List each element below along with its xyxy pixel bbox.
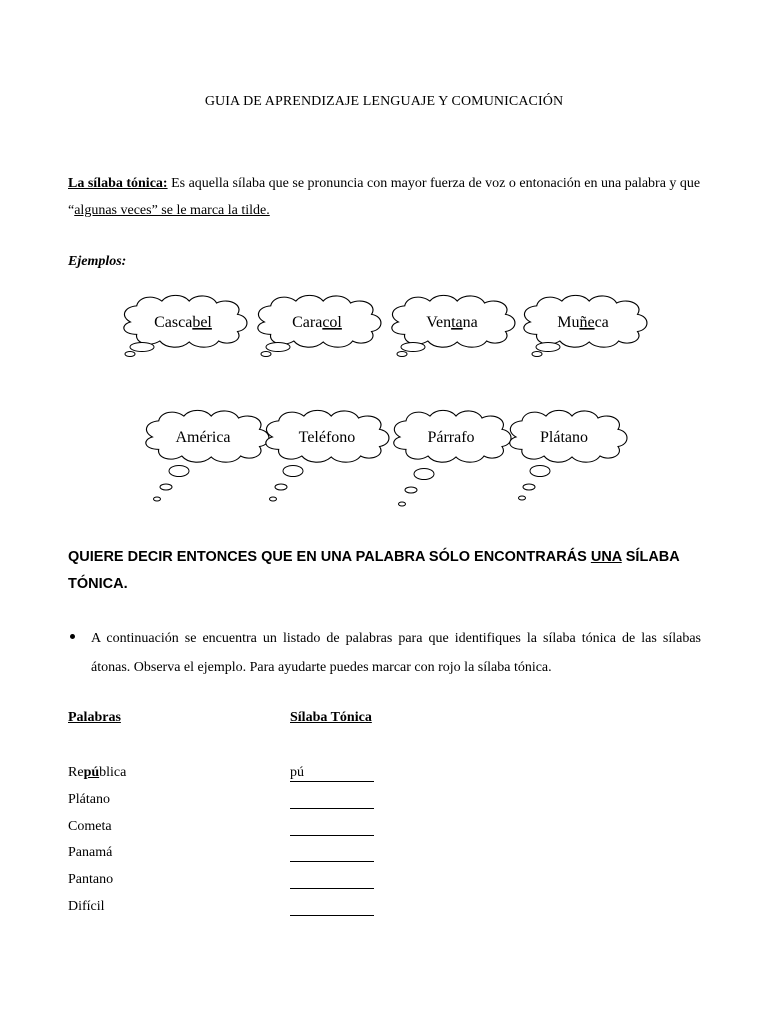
cloud-8-bubble-a [530,466,550,477]
cloud-3-bubble-b [397,352,407,357]
examples-label: Ejemplos: [68,254,127,269]
cloud-word-5: América [175,429,231,446]
cloud-word-6: Teléfono [298,429,356,446]
statement-part-1: QUIERE DECIR ENTONCES QUE EN UNA PALABRA SÓLO ENCONTRARÁS [68,549,591,565]
cloud-5-bubble-c [154,497,161,501]
cloud-4-bubble-b [532,352,542,357]
cloud-6-bubble-c [270,497,277,501]
statement-part-2: SÍLABA TÓNICA. [68,549,680,592]
word-item: Cometa [68,819,112,834]
statement-underlined: UNA [590,549,622,565]
cloud-8-bubble-c [519,496,526,500]
cloud-2-bubble-b [261,352,271,357]
column-header-words: Palabras [68,710,121,725]
word-item: Plátano [68,792,110,807]
cloud-word-7: Párrafo [427,429,475,446]
definition-paragraph [68,170,708,224]
definition-underlined: algunas veces” se le marca la tilde. [74,203,270,218]
example-word: República [68,765,127,780]
cloud-word-2: Caracol [292,314,342,331]
word-item: Pantano [68,872,114,887]
answer-blank[interactable] [290,899,374,916]
cloud-6-bubble-b [275,484,287,490]
word-item: Difícil [68,899,105,914]
answer-blank[interactable] [290,845,374,862]
cloud-3-bubble-a [401,343,425,352]
cloud-4-bubble-a [536,343,560,352]
column-header-tonic: Sílaba Tónica [290,710,372,725]
answer-blank[interactable] [290,819,374,836]
cloud-word-3: Ventana [426,314,478,331]
bullet-icon [70,634,75,639]
cloud-word-4: Muñeca [557,314,609,331]
cloud-2-bubble-a [266,343,290,352]
cloud-7-bubble-b [405,487,417,493]
cloud-word-8: Plátano [540,429,588,446]
example-clouds [0,290,768,520]
page-title: GUIA DE APRENDIZAJE LENGUAJE Y COMUNICACIÓN [204,94,564,109]
cloud-8-bubble-b [523,484,535,490]
definition-text: Es aquella sílaba que se pronuncia con mayor fuerza de voz o entonación en una palabra y que “ [68,176,701,218]
instruction-text: A continuación se encuentra un listado de palabras para que identifiques la sílaba tónica de las sílabas átonas. Observa el ejemplo. Para ayudarte puedes marcar con rojo la sílaba tónica. [91,631,701,675]
cloud-1-bubble-a [130,343,154,352]
example-answer: pú [290,765,374,782]
conclusion-statement [68,544,708,598]
cloud-word-1: Cascabel [154,314,212,331]
answer-blank[interactable] [290,872,374,889]
cloud-5-bubble-a [169,466,189,477]
cloud-5-bubble-b [160,484,172,490]
cloud-7-bubble-c [399,502,406,506]
answer-blank[interactable] [290,792,374,809]
word-item: Panamá [68,845,113,860]
cloud-7-bubble-a [414,469,434,480]
cloud-1-bubble-b [125,352,135,357]
cloud-6-bubble-a [283,466,303,477]
definition-term: La sílaba tónica: [68,176,168,191]
